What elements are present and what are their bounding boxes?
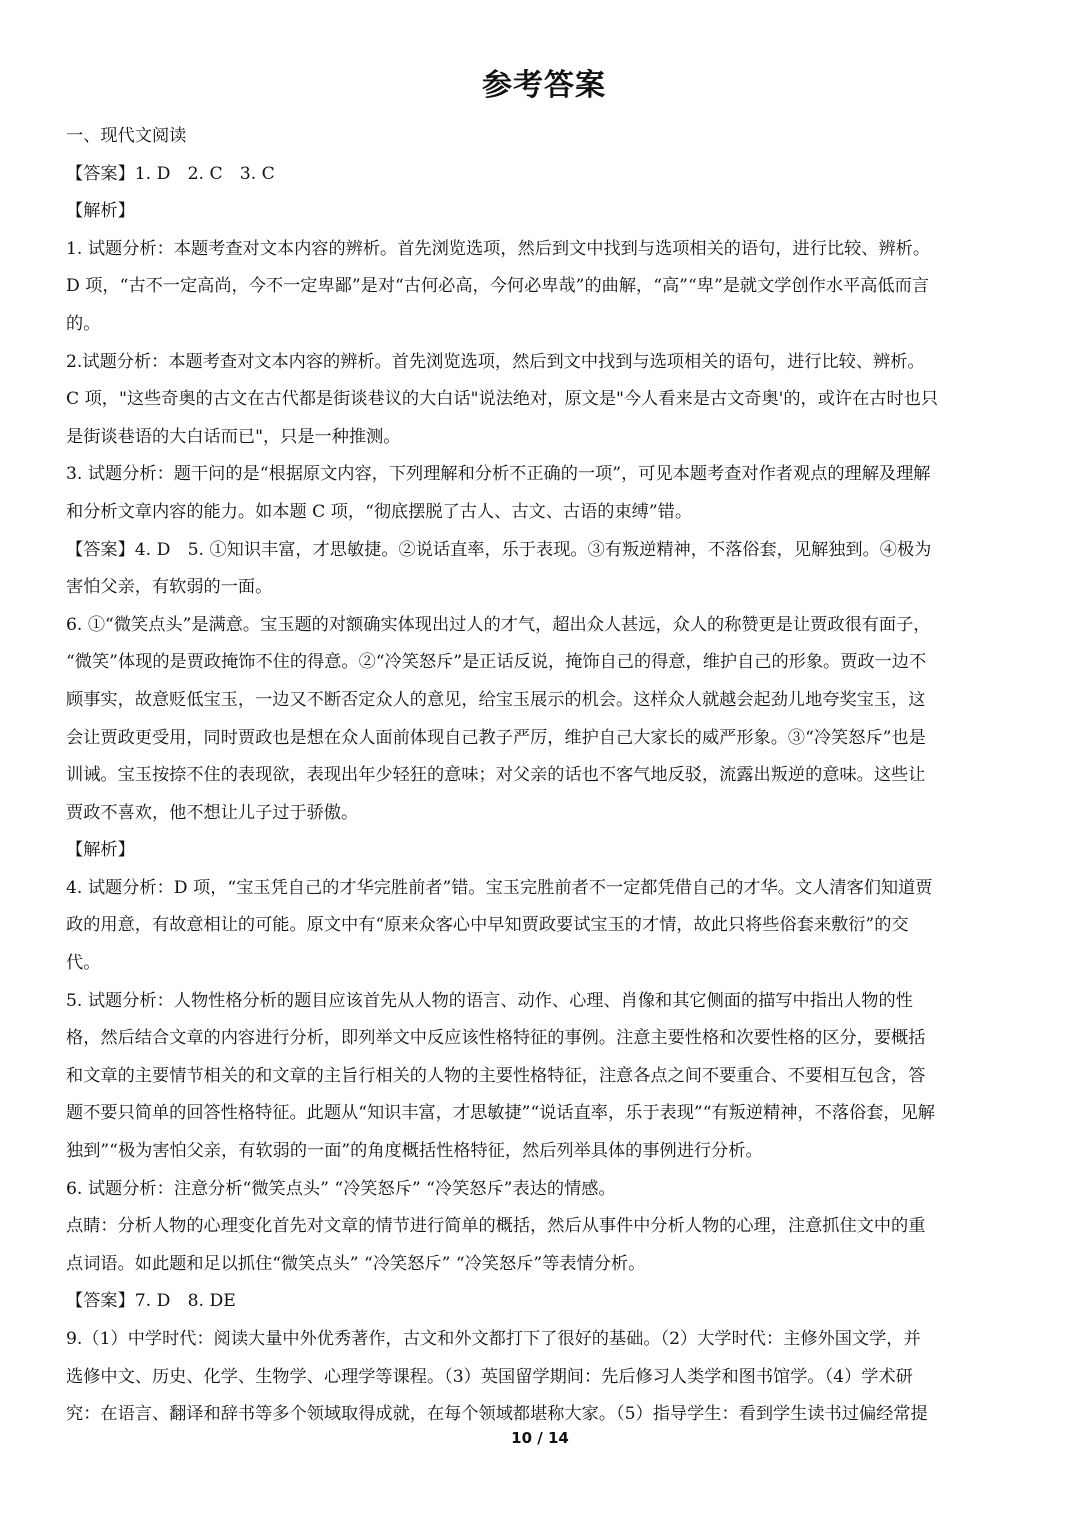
- text-line: 点睛：分析人物的心理变化首先对文章的情节进行简单的概括，然后从事件中分析人物的心理，注意抓住文中的重: [66, 1216, 926, 1237]
- text-line: C 项，"这些奇奥的古文在古代都是街谈巷议的大白话"说法绝对，原文是"今人看来是古文奇奥'的，或许在古时也只: [66, 389, 939, 410]
- text-line: 顾事实，故意贬低宝玉，一边又不断否定众人的意见，给宝玉展示的机会。这样众人就越会起劲儿地夸奖宝玉，这: [66, 689, 926, 710]
- text-line: 和分析文章内容的能力。如本题 C 项，“彻底摆脱了古人、古文、古语的束缚”错。: [66, 501, 693, 522]
- text-line: 的。: [66, 313, 101, 334]
- text-line: 【解析】: [66, 201, 135, 222]
- text-line: 选修中文、历史、化学、生物学、心理学等课程。（3）英国留学期间：先后修习人类学和图书馆学。（4）学术研: [66, 1366, 913, 1387]
- text-line: 3. 试题分析：题干问的是“根据原文内容，下列理解和分析不正确的一项”，可见本题考查对作者观点的理解及理解: [66, 464, 931, 485]
- text-line: 4. 试题分析：D 项，“宝玉凭自己的才华完胜前者”错。宝玉完胜前者不一定都凭借自己的才华。文人清客们知道贾: [66, 877, 933, 898]
- text-line: 训诫。宝玉按捺不住的表现欲，表现出年少轻狂的意味；对父亲的话也不客气地反驳，流露出叛逆的意味。这些让: [66, 765, 926, 786]
- text-line: 【答案】1. D 2. C 3. C: [66, 163, 275, 184]
- text-line: 会让贾政更受用，同时贾政也是想在众人面前体现自己教子严厉，维护自己大家长的威严形象。③“冷笑怒斥”也是: [66, 727, 926, 748]
- text-line: 点词语。如此题和足以抓住“微笑点头” “冷笑怒斥” “冷笑怒斥”等表情分析。: [66, 1253, 646, 1274]
- text-line: 政的用意，有故意相让的可能。原文中有“原来众客心中早知贾政要试宝玉的才情，故此只将些俗套来敷衍”的交: [66, 915, 909, 936]
- page-title: 参考答案: [482, 68, 606, 103]
- text-line: 害怕父亲，有软弱的一面。: [66, 577, 273, 598]
- text-line: 和文章的主要情节相关的和文章的主旨行相关的人物的主要性格特征，注意各点之间不要重合、不要相互包含，答: [66, 1065, 926, 1086]
- text-line: 独到”“极为害怕父亲，有软弱的一面”的角度概括性格特征，然后列举具体的事例进行分析。: [66, 1141, 763, 1162]
- text-line: 究：在语言、翻译和辞书等多个领域取得成就，在每个领域都堪称大家。（5）指导学生：看到学生读书过偏经常提: [66, 1404, 928, 1425]
- text-line: 【答案】4. D 5. ①知识丰富，才思敏捷。②说话直率，乐于表现。③有叛逆精神，不落俗套，见解独到。④极为: [66, 539, 932, 560]
- text-line: 2.试题分析：本题考查对文本内容的辨析。首先浏览选项，然后到文中找到与选项相关的语句，进行比较、辨析。: [66, 351, 925, 372]
- text-line: 题不要只简单的回答性格特征。此题从“知识丰富，才思敏捷”“说话直率，乐于表现”“有叛逆精神，不落俗套，见解: [66, 1103, 935, 1124]
- text-line: 贾政不喜欢，他不想让儿子过于骄傲。: [66, 802, 359, 823]
- text-line: 【解析】: [66, 840, 135, 861]
- text-line: D 项，“古不一定高尚，今不一定卑鄙”是对“古何必高，今何必卑哉”的曲解，“高”“卑”是就文学创作水平高低而言: [66, 276, 929, 297]
- text-line: 格，然后结合文章的内容进行分析，即列举文中反应该性格特征的事例。注意主要性格和次要性格的区分，要概括: [66, 1028, 926, 1049]
- text-line: “微笑”体现的是贾政掩饰不住的得意。②“冷笑怒斥”是正话反说，掩饰自己的得意，维护自己的形象。贾政一边不: [66, 652, 927, 673]
- text-line: 9.（1）中学时代：阅读大量中外优秀著作，古文和外文都打下了很好的基础。（2）大学时代：主修外国文学，并: [66, 1329, 921, 1349]
- text-line: 6. 试题分析：注意分析“微笑点头” “冷笑怒斥” “冷笑怒斥”表达的情感。: [66, 1178, 616, 1199]
- text-line: 【答案】7. D 8. DE: [66, 1291, 236, 1312]
- text-line: 5. 试题分析：人物性格分析的题目应该首先从人物的语言、动作、心理、肖像和其它侧面的描写中指出人物的性: [66, 990, 913, 1011]
- text-line: 是街谈巷语的大白话而已"，只是一种推测。: [66, 426, 401, 447]
- text-line: 1. 试题分析：本题考查对文本内容的辨析。首先浏览选项，然后到文中找到与选项相关的语句，进行比较、辨析。: [66, 238, 931, 259]
- text-line: 6. ①“微笑点头”是满意。宝玉题的对额确实体现出过人的才气，超出众人甚远，众人的称赞更是让贾政很有面子，: [66, 614, 931, 635]
- text-line: 一、现代文阅读: [66, 126, 187, 146]
- text-line: 代。: [66, 953, 101, 974]
- page-number: 10 / 14: [511, 1429, 569, 1447]
- answer-body: [66, 118, 1022, 1434]
